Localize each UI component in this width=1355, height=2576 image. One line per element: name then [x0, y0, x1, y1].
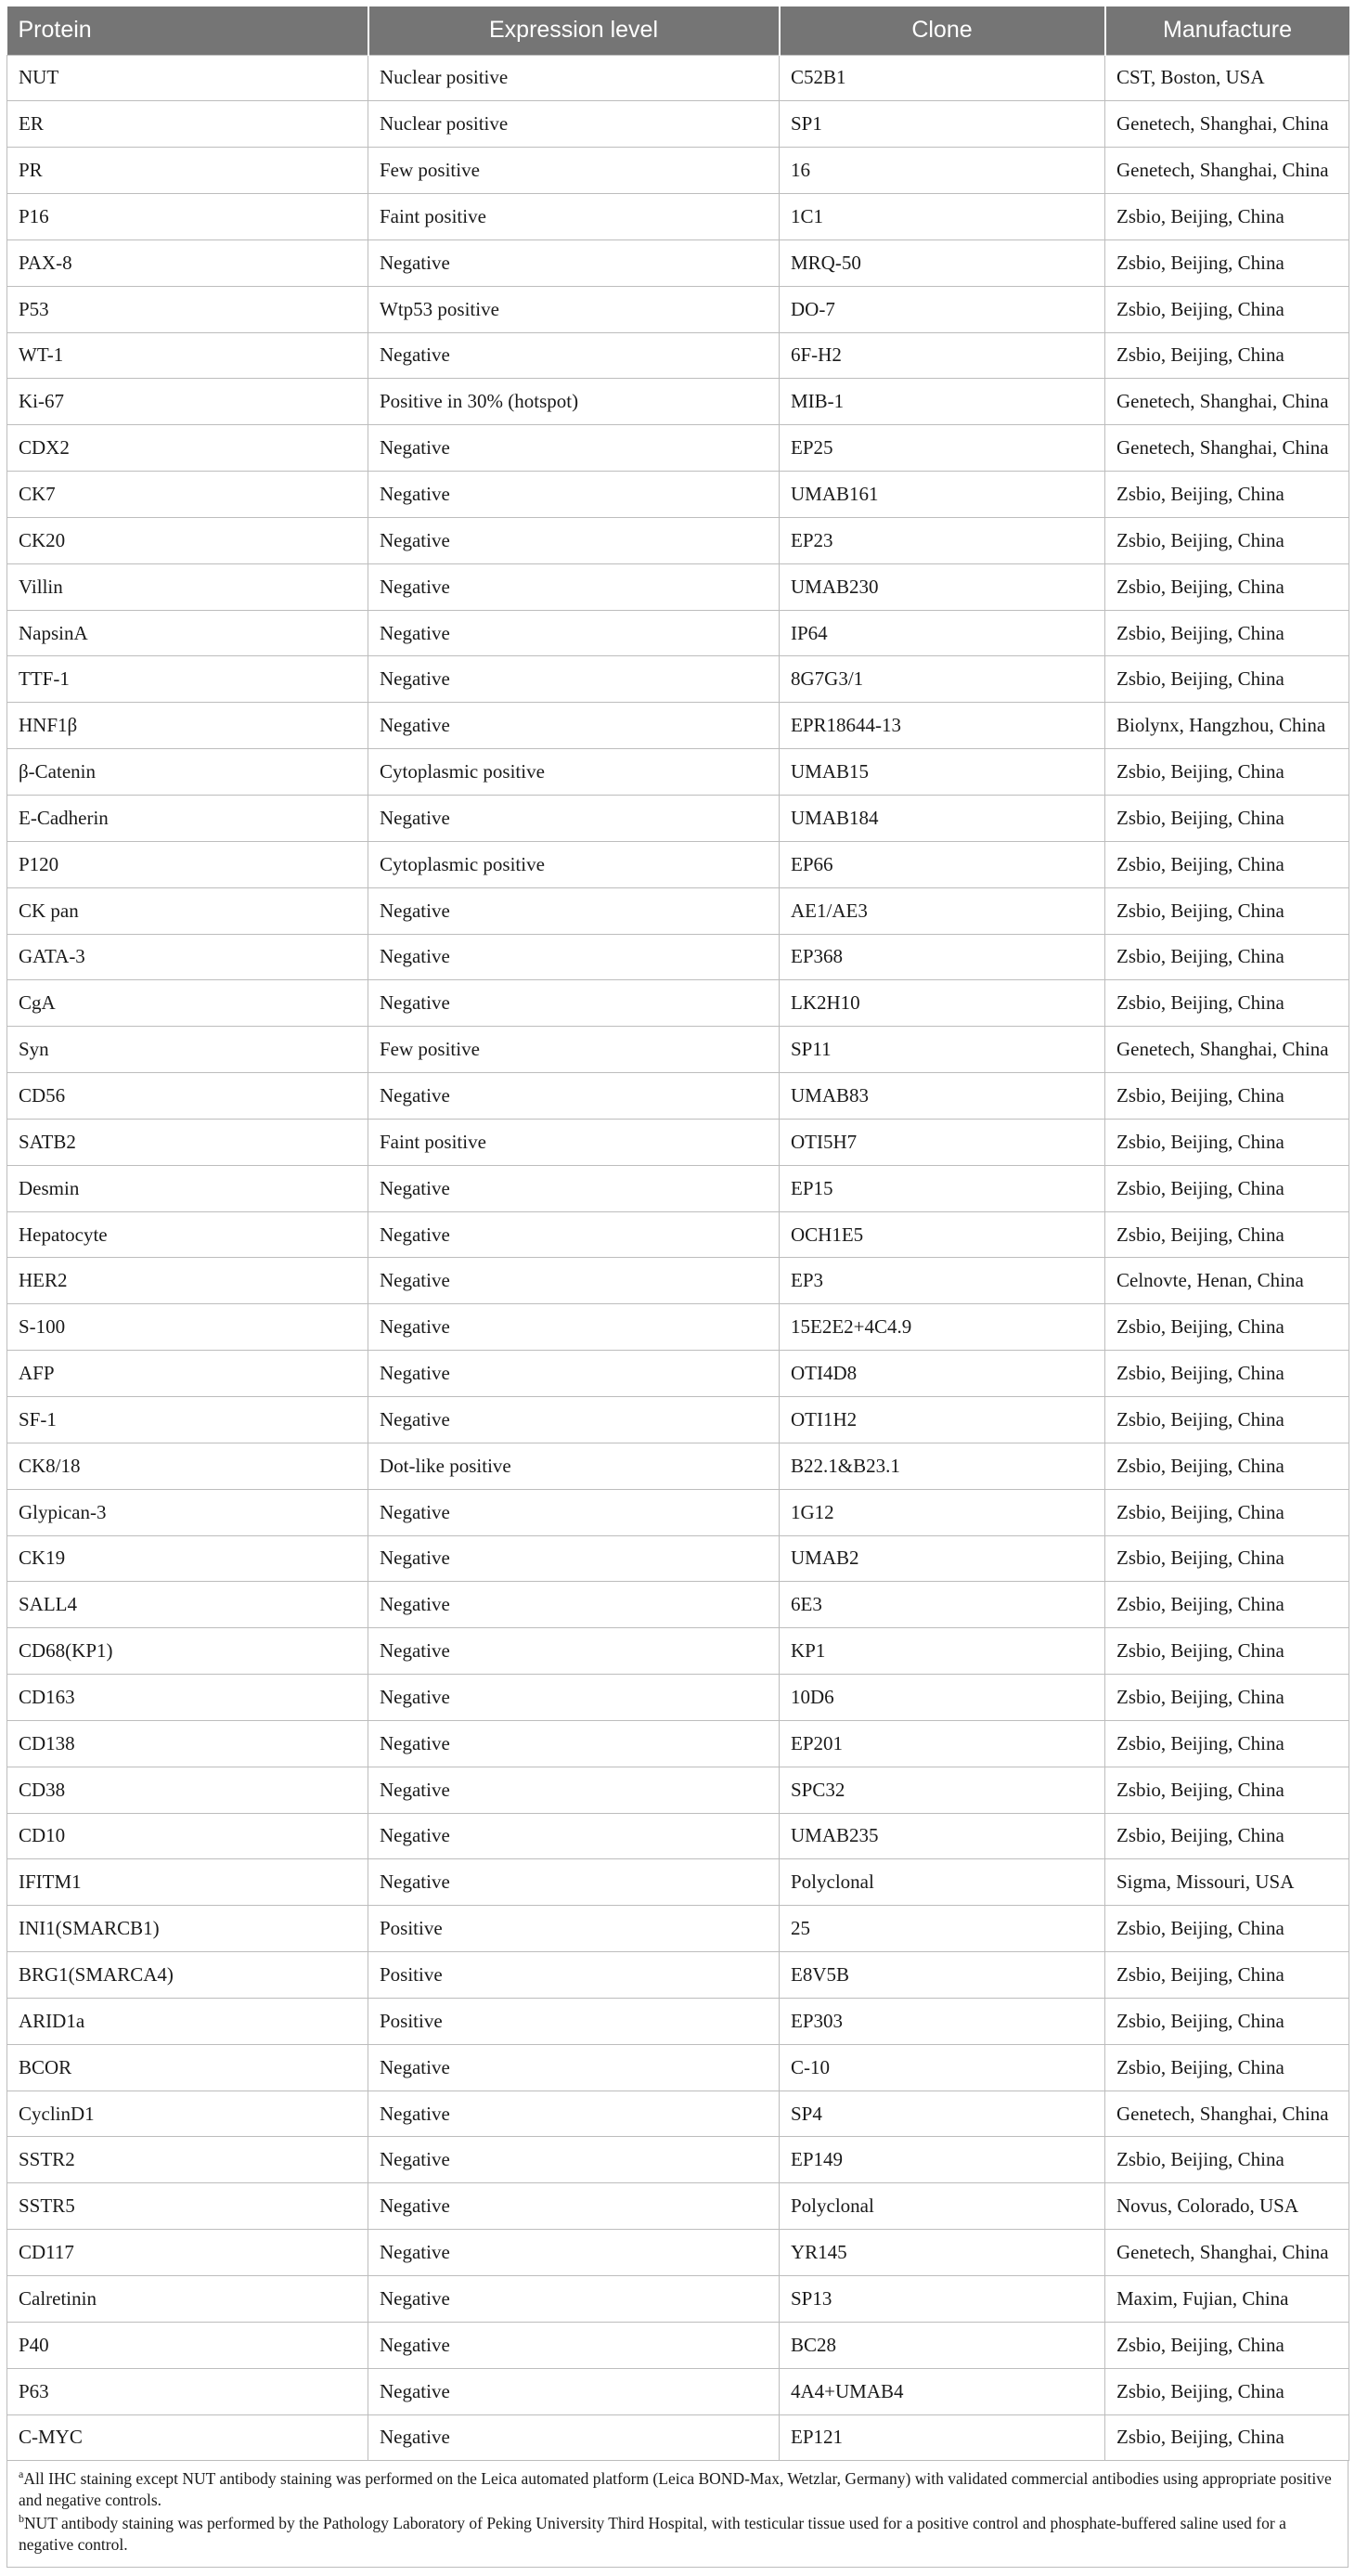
cell-protein: CgA: [7, 980, 368, 1027]
table-row: [7, 472, 1349, 518]
table-row: [7, 1952, 1349, 1999]
table-row: [7, 1351, 1349, 1397]
table-row: [7, 1998, 1349, 2044]
cell-expression-level: Positive: [368, 1998, 780, 2044]
cell-manufacture: Zsbio, Beijing, China: [1105, 1767, 1349, 1813]
cell-clone: EP368: [780, 934, 1105, 980]
cell-expression-level: Negative: [368, 2276, 780, 2323]
table-row: [7, 2276, 1349, 2323]
cell-protein: CyclinD1: [7, 2091, 368, 2137]
cell-clone: Polyclonal: [780, 1859, 1105, 1906]
cell-manufacture: Zsbio, Beijing, China: [1105, 1628, 1349, 1675]
cell-clone: 8G7G3/1: [780, 656, 1105, 703]
cell-clone: C52B1: [780, 55, 1105, 101]
footnote-a-text: All IHC staining except NUT antibody staining was performed on the Leica automated platform (Leica BOND-Max, Wetzlar, Germany) with validated commercial antibodies using appropriate positive and negative controls.: [19, 2469, 1332, 2510]
cell-protein: WT-1: [7, 332, 368, 379]
cell-clone: UMAB15: [780, 749, 1105, 796]
cell-expression-level: Negative: [368, 2414, 780, 2461]
cell-manufacture: Zsbio, Beijing, China: [1105, 1165, 1349, 1211]
cell-expression-level: Negative: [368, 239, 780, 286]
cell-expression-level: Cytoplasmic positive: [368, 749, 780, 796]
cell-manufacture: Zsbio, Beijing, China: [1105, 286, 1349, 332]
table-row: [7, 1258, 1349, 1304]
cell-expression-level: Negative: [368, 1813, 780, 1859]
cell-protein: CDX2: [7, 425, 368, 472]
table-row: [7, 1443, 1349, 1489]
cell-clone: EP66: [780, 841, 1105, 887]
table-header: [7, 6, 1349, 55]
cell-expression-level: Negative: [368, 934, 780, 980]
cell-manufacture: Celnovte, Henan, China: [1105, 1258, 1349, 1304]
cell-manufacture: Genetech, Shanghai, China: [1105, 2230, 1349, 2276]
cell-clone: EP303: [780, 1998, 1105, 2044]
cell-expression-level: Positive: [368, 1952, 780, 1999]
cell-manufacture: Zsbio, Beijing, China: [1105, 610, 1349, 656]
cell-expression-level: Few positive: [368, 1027, 780, 1073]
cell-clone: 4A4+UMAB4: [780, 2368, 1105, 2414]
cell-clone: OTI4D8: [780, 1351, 1105, 1397]
table-row: [7, 2414, 1349, 2461]
cell-expression-level: Negative: [368, 610, 780, 656]
table-row: [7, 1304, 1349, 1351]
table-row: [7, 2183, 1349, 2230]
footnote-a-marker: a: [19, 2467, 24, 2481]
cell-clone: DO-7: [780, 286, 1105, 332]
cell-protein: P120: [7, 841, 368, 887]
cell-clone: 10D6: [780, 1675, 1105, 1721]
cell-expression-level: Negative: [368, 2322, 780, 2368]
cell-expression-level: Negative: [368, 2230, 780, 2276]
cell-protein: GATA-3: [7, 934, 368, 980]
cell-clone: EP201: [780, 1720, 1105, 1767]
table-row: [7, 425, 1349, 472]
table-row: [7, 1211, 1349, 1258]
cell-clone: UMAB230: [780, 563, 1105, 610]
cell-manufacture: Zsbio, Beijing, China: [1105, 1720, 1349, 1767]
cell-manufacture: Zsbio, Beijing, China: [1105, 887, 1349, 934]
cell-manufacture: Zsbio, Beijing, China: [1105, 1073, 1349, 1120]
cell-protein: PR: [7, 148, 368, 194]
cell-clone: BC28: [780, 2322, 1105, 2368]
table-row: [7, 749, 1349, 796]
cell-protein: CD68(KP1): [7, 1628, 368, 1675]
cell-expression-level: Negative: [368, 1304, 780, 1351]
cell-clone: Polyclonal: [780, 2183, 1105, 2230]
cell-clone: UMAB2: [780, 1535, 1105, 1582]
cell-expression-level: Negative: [368, 1535, 780, 1582]
cell-manufacture: Zsbio, Beijing, China: [1105, 1351, 1349, 1397]
cell-clone: OTI5H7: [780, 1119, 1105, 1165]
cell-expression-level: Negative: [368, 517, 780, 563]
table-row: [7, 980, 1349, 1027]
cell-protein: CK19: [7, 1535, 368, 1582]
cell-expression-level: Negative: [368, 472, 780, 518]
cell-manufacture: Zsbio, Beijing, China: [1105, 1304, 1349, 1351]
cell-protein: AFP: [7, 1351, 368, 1397]
table-row: [7, 2368, 1349, 2414]
table-row: [7, 1767, 1349, 1813]
cell-protein: CD117: [7, 2230, 368, 2276]
cell-manufacture: Zsbio, Beijing, China: [1105, 980, 1349, 1027]
cell-manufacture: Zsbio, Beijing, China: [1105, 1211, 1349, 1258]
cell-expression-level: Faint positive: [368, 194, 780, 240]
cell-clone: C-10: [780, 2044, 1105, 2091]
cell-protein: NapsinA: [7, 610, 368, 656]
cell-clone: UMAB235: [780, 1813, 1105, 1859]
cell-clone: MRQ-50: [780, 239, 1105, 286]
cell-protein: CK8/18: [7, 1443, 368, 1489]
cell-expression-level: Negative: [368, 2183, 780, 2230]
cell-clone: MIB-1: [780, 379, 1105, 425]
cell-expression-level: Negative: [368, 2091, 780, 2137]
cell-protein: Desmin: [7, 1165, 368, 1211]
cell-manufacture: Genetech, Shanghai, China: [1105, 425, 1349, 472]
cell-protein: Villin: [7, 563, 368, 610]
table-row: [7, 1813, 1349, 1859]
cell-expression-level: Negative: [368, 1720, 780, 1767]
cell-expression-level: Nuclear positive: [368, 101, 780, 148]
cell-manufacture: Zsbio, Beijing, China: [1105, 472, 1349, 518]
cell-manufacture: Genetech, Shanghai, China: [1105, 379, 1349, 425]
cell-protein: P40: [7, 2322, 368, 2368]
antibody-table-container: [6, 6, 1349, 2568]
cell-protein: CK20: [7, 517, 368, 563]
cell-clone: 25: [780, 1906, 1105, 1952]
cell-protein: SATB2: [7, 1119, 368, 1165]
cell-protein: C-MYC: [7, 2414, 368, 2461]
cell-manufacture: Biolynx, Hangzhou, China: [1105, 703, 1349, 749]
cell-expression-level: Negative: [368, 1073, 780, 1120]
cell-clone: YR145: [780, 2230, 1105, 2276]
table-row: [7, 934, 1349, 980]
cell-clone: SPC32: [780, 1767, 1105, 1813]
cell-clone: OTI1H2: [780, 1396, 1105, 1443]
cell-clone: LK2H10: [780, 980, 1105, 1027]
table-row: [7, 379, 1349, 425]
cell-expression-level: Negative: [368, 425, 780, 472]
cell-protein: ER: [7, 101, 368, 148]
cell-protein: Hepatocyte: [7, 1211, 368, 1258]
cell-protein: CD38: [7, 1767, 368, 1813]
cell-expression-level: Negative: [368, 332, 780, 379]
table-row: [7, 703, 1349, 749]
cell-protein: β-Catenin: [7, 749, 368, 796]
cell-protein: ARID1a: [7, 1998, 368, 2044]
cell-manufacture: Genetech, Shanghai, China: [1105, 2091, 1349, 2137]
cell-manufacture: Zsbio, Beijing, China: [1105, 1813, 1349, 1859]
table-row: [7, 517, 1349, 563]
cell-expression-level: Negative: [368, 887, 780, 934]
table-row: [7, 563, 1349, 610]
cell-expression-level: Positive in 30% (hotspot): [368, 379, 780, 425]
cell-clone: EP15: [780, 1165, 1105, 1211]
table-row: [7, 610, 1349, 656]
cell-protein: CD163: [7, 1675, 368, 1721]
cell-clone: 6E3: [780, 1582, 1105, 1628]
cell-expression-level: Negative: [368, 1859, 780, 1906]
cell-protein: PAX-8: [7, 239, 368, 286]
cell-protein: Glypican-3: [7, 1489, 368, 1535]
cell-expression-level: Negative: [368, 703, 780, 749]
cell-clone: 15E2E2+4C4.9: [780, 1304, 1105, 1351]
header-protein: Protein: [7, 6, 368, 55]
cell-clone: OCH1E5: [780, 1211, 1105, 1258]
cell-protein: SALL4: [7, 1582, 368, 1628]
cell-expression-level: Negative: [368, 1675, 780, 1721]
table-row: [7, 148, 1349, 194]
cell-manufacture: Zsbio, Beijing, China: [1105, 934, 1349, 980]
table-row: [7, 887, 1349, 934]
cell-manufacture: Zsbio, Beijing, China: [1105, 1119, 1349, 1165]
cell-manufacture: Genetech, Shanghai, China: [1105, 148, 1349, 194]
table-row: [7, 1165, 1349, 1211]
cell-protein: HNF1β: [7, 703, 368, 749]
cell-clone: 1C1: [780, 194, 1105, 240]
cell-clone: E8V5B: [780, 1952, 1105, 1999]
cell-expression-level: Cytoplasmic positive: [368, 841, 780, 887]
table-row: [7, 239, 1349, 286]
cell-manufacture: Zsbio, Beijing, China: [1105, 1952, 1349, 1999]
cell-clone: SP11: [780, 1027, 1105, 1073]
cell-protein: HER2: [7, 1258, 368, 1304]
cell-expression-level: Negative: [368, 1211, 780, 1258]
cell-protein: P53: [7, 286, 368, 332]
footnote-b: [19, 2513, 1338, 2556]
cell-expression-level: Negative: [368, 2368, 780, 2414]
cell-manufacture: CST, Boston, USA: [1105, 55, 1349, 101]
cell-manufacture: Sigma, Missouri, USA: [1105, 1859, 1349, 1906]
cell-protein: S-100: [7, 1304, 368, 1351]
cell-manufacture: Zsbio, Beijing, China: [1105, 1396, 1349, 1443]
table-row: [7, 2322, 1349, 2368]
cell-protein: P16: [7, 194, 368, 240]
cell-manufacture: Zsbio, Beijing, China: [1105, 1675, 1349, 1721]
cell-protein: CD10: [7, 1813, 368, 1859]
cell-expression-level: Negative: [368, 980, 780, 1027]
footnote-b-text: NUT antibody staining was performed by the Pathology Laboratory of Peking University Third Hospital, with testicular tissue used for a positive control and phosphate-buffered saline used for a negative control.: [19, 2514, 1286, 2555]
cell-manufacture: Zsbio, Beijing, China: [1105, 656, 1349, 703]
table-row: [7, 194, 1349, 240]
cell-manufacture: Genetech, Shanghai, China: [1105, 101, 1349, 148]
cell-clone: 6F-H2: [780, 332, 1105, 379]
table-row: [7, 1027, 1349, 1073]
cell-manufacture: Zsbio, Beijing, China: [1105, 1998, 1349, 2044]
cell-clone: 16: [780, 148, 1105, 194]
header-row: [7, 6, 1349, 55]
cell-expression-level: Few positive: [368, 148, 780, 194]
cell-protein: Ki-67: [7, 379, 368, 425]
cell-expression-level: Negative: [368, 1628, 780, 1675]
cell-protein: BRG1(SMARCA4): [7, 1952, 368, 1999]
cell-manufacture: Zsbio, Beijing, China: [1105, 841, 1349, 887]
table-body: [7, 55, 1349, 2461]
cell-manufacture: Zsbio, Beijing, China: [1105, 2414, 1349, 2461]
cell-protein: Calretinin: [7, 2276, 368, 2323]
cell-expression-level: Negative: [368, 1165, 780, 1211]
cell-clone: AE1/AE3: [780, 887, 1105, 934]
table-row: [7, 2091, 1349, 2137]
cell-clone: SP1: [780, 101, 1105, 148]
cell-manufacture: Zsbio, Beijing, China: [1105, 1443, 1349, 1489]
header-expression-level: Expression level: [368, 6, 780, 55]
cell-clone: EP23: [780, 517, 1105, 563]
footnote-b-marker: b: [19, 2512, 24, 2526]
cell-manufacture: Zsbio, Beijing, China: [1105, 1489, 1349, 1535]
table-row: [7, 1675, 1349, 1721]
cell-manufacture: Zsbio, Beijing, China: [1105, 2137, 1349, 2183]
table-row: [7, 841, 1349, 887]
cell-expression-level: Wtp53 positive: [368, 286, 780, 332]
cell-expression-level: Negative: [368, 2137, 780, 2183]
header-manufacture: Manufacture: [1105, 6, 1349, 55]
cell-clone: IP64: [780, 610, 1105, 656]
cell-manufacture: Maxim, Fujian, China: [1105, 2276, 1349, 2323]
cell-manufacture: Zsbio, Beijing, China: [1105, 239, 1349, 286]
table-row: [7, 101, 1349, 148]
cell-manufacture: Zsbio, Beijing, China: [1105, 1535, 1349, 1582]
cell-protein: SSTR2: [7, 2137, 368, 2183]
cell-expression-level: Dot-like positive: [368, 1443, 780, 1489]
cell-expression-level: Negative: [368, 1767, 780, 1813]
cell-expression-level: Negative: [368, 1258, 780, 1304]
cell-expression-level: Negative: [368, 656, 780, 703]
cell-expression-level: Negative: [368, 1351, 780, 1397]
cell-manufacture: Zsbio, Beijing, China: [1105, 749, 1349, 796]
cell-clone: UMAB83: [780, 1073, 1105, 1120]
cell-expression-level: Negative: [368, 2044, 780, 2091]
cell-protein: SF-1: [7, 1396, 368, 1443]
cell-protein: Syn: [7, 1027, 368, 1073]
table-row: [7, 1489, 1349, 1535]
cell-clone: SP13: [780, 2276, 1105, 2323]
table-row: [7, 1859, 1349, 1906]
cell-manufacture: Zsbio, Beijing, China: [1105, 332, 1349, 379]
cell-manufacture: Novus, Colorado, USA: [1105, 2183, 1349, 2230]
cell-expression-level: Negative: [368, 1582, 780, 1628]
cell-protein: P63: [7, 2368, 368, 2414]
table-row: [7, 796, 1349, 842]
cell-manufacture: Zsbio, Beijing, China: [1105, 517, 1349, 563]
antibody-table: [6, 6, 1349, 2461]
table-row: [7, 286, 1349, 332]
cell-expression-level: Negative: [368, 1396, 780, 1443]
cell-clone: B22.1&B23.1: [780, 1443, 1105, 1489]
table-row: [7, 55, 1349, 101]
table-row: [7, 1396, 1349, 1443]
cell-clone: EPR18644-13: [780, 703, 1105, 749]
cell-manufacture: Zsbio, Beijing, China: [1105, 1582, 1349, 1628]
cell-expression-level: Faint positive: [368, 1119, 780, 1165]
cell-expression-level: Positive: [368, 1906, 780, 1952]
table-row: [7, 1582, 1349, 1628]
table-row: [7, 1119, 1349, 1165]
header-clone: Clone: [780, 6, 1105, 55]
cell-protein: CD138: [7, 1720, 368, 1767]
cell-protein: IFITM1: [7, 1859, 368, 1906]
cell-expression-level: Negative: [368, 796, 780, 842]
cell-expression-level: Nuclear positive: [368, 55, 780, 101]
cell-clone: EP149: [780, 2137, 1105, 2183]
table-row: [7, 2137, 1349, 2183]
cell-protein: CD56: [7, 1073, 368, 1120]
cell-protein: CK pan: [7, 887, 368, 934]
cell-expression-level: Negative: [368, 1489, 780, 1535]
cell-manufacture: Zsbio, Beijing, China: [1105, 1906, 1349, 1952]
cell-clone: SP4: [780, 2091, 1105, 2137]
cell-manufacture: Zsbio, Beijing, China: [1105, 2368, 1349, 2414]
cell-protein: BCOR: [7, 2044, 368, 2091]
table-row: [7, 1535, 1349, 1582]
table-row: [7, 2230, 1349, 2276]
cell-clone: EP25: [780, 425, 1105, 472]
cell-clone: EP121: [780, 2414, 1105, 2461]
cell-manufacture: Zsbio, Beijing, China: [1105, 563, 1349, 610]
table-row: [7, 1073, 1349, 1120]
cell-protein: NUT: [7, 55, 368, 101]
cell-protein: E-Cadherin: [7, 796, 368, 842]
cell-clone: UMAB184: [780, 796, 1105, 842]
cell-manufacture: Zsbio, Beijing, China: [1105, 2044, 1349, 2091]
cell-manufacture: Zsbio, Beijing, China: [1105, 2322, 1349, 2368]
cell-clone: KP1: [780, 1628, 1105, 1675]
table-row: [7, 656, 1349, 703]
cell-protein: SSTR5: [7, 2183, 368, 2230]
cell-manufacture: Zsbio, Beijing, China: [1105, 796, 1349, 842]
cell-protein: INI1(SMARCB1): [7, 1906, 368, 1952]
table-footnotes: [6, 2461, 1349, 2568]
cell-protein: CK7: [7, 472, 368, 518]
table-row: [7, 2044, 1349, 2091]
cell-clone: 1G12: [780, 1489, 1105, 1535]
cell-manufacture: Zsbio, Beijing, China: [1105, 194, 1349, 240]
footnote-a: [19, 2468, 1338, 2511]
cell-clone: EP3: [780, 1258, 1105, 1304]
table-row: [7, 1628, 1349, 1675]
table-row: [7, 1720, 1349, 1767]
cell-manufacture: Genetech, Shanghai, China: [1105, 1027, 1349, 1073]
cell-protein: TTF-1: [7, 656, 368, 703]
cell-clone: UMAB161: [780, 472, 1105, 518]
table-row: [7, 332, 1349, 379]
table-row: [7, 1906, 1349, 1952]
cell-expression-level: Negative: [368, 563, 780, 610]
